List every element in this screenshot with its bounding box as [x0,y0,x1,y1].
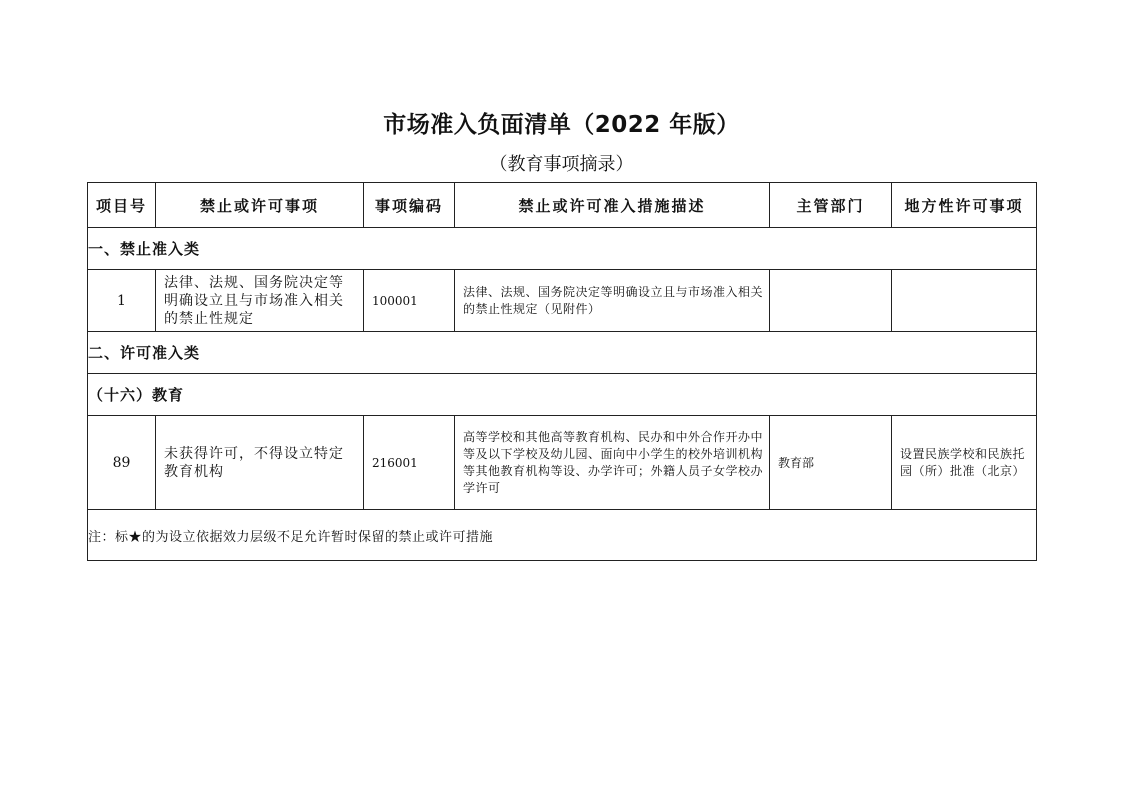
category-row-prohibited [88,228,1037,270]
department [770,270,892,332]
local-item [892,270,1037,332]
note-row [88,510,1037,561]
header-measure-description: 禁止或许可准入措施描述 [455,183,770,228]
item-code: 100001 [364,270,455,332]
document-subtitle: （教育事项摘录） [489,154,634,175]
category-label: 一、禁止准入类 [88,228,1037,270]
table-header-row [88,183,1037,228]
item-name: 未获得许可，不得设立特定教育机构 [156,416,364,510]
table-note: 注：标★的为设立依据效力层级不足允许暂时保留的禁止或许可措施 [88,510,1037,561]
subcategory-label: （十六）教育 [88,374,1037,416]
item-name: 法律、法规、国务院决定等明确设立且与市场准入相关的禁止性规定 [156,270,364,332]
item-code: 216001 [364,416,455,510]
header-item-code: 事项编码 [364,183,455,228]
document-title: 市场准入负面清单（2022 年版） [383,112,740,138]
measure-description: 法律、法规、国务院决定等明确设立且与市场准入相关的禁止性规定（见附件） [455,270,770,332]
subcategory-row-education [88,374,1037,416]
category-label: 二、许可准入类 [88,332,1037,374]
local-item: 设置民族学校和民族托园（所）批准（北京） [892,416,1037,510]
header-item-number: 项目号 [88,183,156,228]
table-row [88,270,1037,332]
item-number: 89 [88,416,156,510]
department: 教育部 [770,416,892,510]
header-department: 主管部门 [770,183,892,228]
header-local-item: 地方性许可事项 [892,183,1037,228]
item-number: 1 [88,270,156,332]
table-row [88,416,1037,510]
negative-list-table [87,182,1037,561]
header-item: 禁止或许可事项 [156,183,364,228]
measure-description: 高等学校和其他高等教育机构、民办和中外合作开办中等及以下学校及幼儿园、面向中小学生的校外培训机构等其他教育机构等设、办学许可；外籍人员子女学校办学许可 [455,416,770,510]
category-row-permitted [88,332,1037,374]
